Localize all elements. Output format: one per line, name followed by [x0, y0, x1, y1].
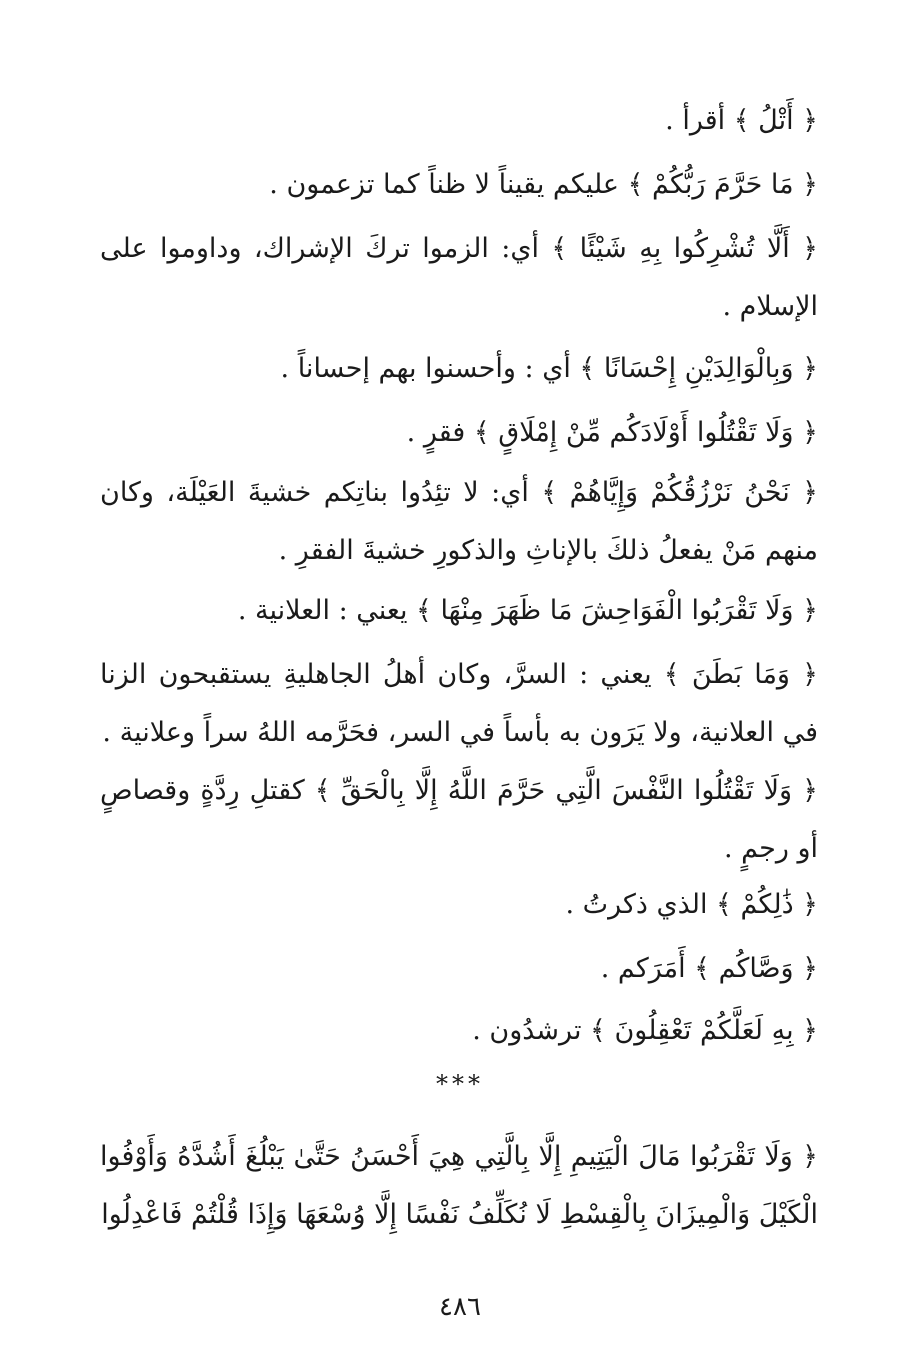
- verse-block: ﴿ وَلَا تَقْرَبُوا مَالَ الْيَتِيمِ إِلَّا بِالَّتِي هِيَ أَحْسَنُ حَتَّىٰ يَبْلُغَ أَشُدَّهُ وَأَوْفُوا الْكَيْلَ وَالْمِيزَانَ بِالْقِسْطِ لَا نُكَلِّفُ نَفْسًا إِلَّا وُسْعَهَا وَإِذَا قُلْتُمْ فَاعْدِلُوا: [100, 1141, 818, 1230]
- paragraph-8: ﴿ وَمَا بَطَنَ ﴾ يعني : السرَّ، وكان أهلُ الجاهليةِ يستقبحون الزنا في العلانية، ولا يَرَون به بأساً في السر، فحَرَّمه اللهُ سراً وعلانية .: [100, 659, 818, 748]
- paragraph-12: ﴿ بِهِ لَعَلَّكُمْ تَعْقِلُونَ ﴾ ترشدُون .: [472, 1015, 818, 1046]
- paragraph-3: ﴿ أَلَّا تُشْرِكُوا بِهِ شَيْئًا ﴾ أي: الزموا تركَ الإشراك، وداوموا على الإسلام .: [100, 233, 818, 322]
- paragraph-2: ﴿ مَا حَرَّمَ رَبُّكُمْ ﴾ عليكم يقيناً لا ظناً كما تزعمون .: [269, 169, 818, 200]
- paragraph-4: ﴿ وَبِالْوَالِدَيْنِ إِحْسَانًا ﴾ أي : وأحسنوا بهم إحساناً .: [280, 353, 818, 384]
- paragraph-9: ﴿ وَلَا تَقْتُلُوا النَّفْسَ الَّتِي حَرَّمَ اللَّهُ إِلَّا بِالْحَقِّ ﴾ كقتلِ رِدَّةٍ وقصاصٍ أو رجمٍ .: [100, 775, 818, 864]
- paragraph-1: ﴿ أَتْلُ ﴾ أقرأ .: [665, 105, 818, 136]
- section-separator: ***: [436, 1070, 484, 1098]
- paragraph-10: ﴿ ذَٰلِكُمْ ﴾ الذي ذكرتُ .: [565, 889, 818, 920]
- page-number: ٤٨٦: [439, 1292, 481, 1322]
- paragraph-5: ﴿ وَلَا تَقْتُلُوا أَوْلَادَكُم مِّنْ إِمْلَاقٍ ﴾ فقرٍ .: [406, 417, 818, 448]
- paragraph-6: ﴿ نَحْنُ نَرْزُقُكُمْ وَإِيَّاهُمْ ﴾ أي: لا تئِدُوا بناتِكم خشيةَ العَيْلَة، وكان منهم مَنْ يفعلُ ذلكَ بالإناثِ والذكورِ خشيةَ الفقرِ .: [100, 477, 818, 566]
- paragraph-11: ﴿ وَصَّاكُم ﴾ أَمَرَكم .: [600, 953, 818, 984]
- paragraph-7: ﴿ وَلَا تَقْرَبُوا الْفَوَاحِشَ مَا ظَهَرَ مِنْهَا ﴾ يعني : العلانية .: [237, 595, 818, 626]
